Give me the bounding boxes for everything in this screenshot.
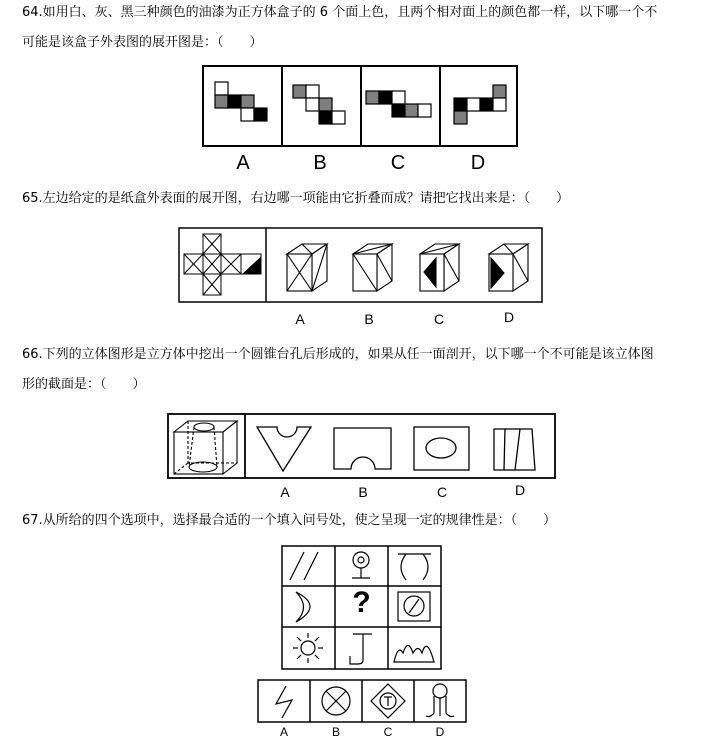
jellyfish-icon — [426, 684, 454, 717]
q65-option-c[interactable]: C — [433, 311, 445, 327]
q65-cube-c — [420, 244, 459, 291]
q64-net-a — [215, 82, 267, 121]
q67-option-b[interactable]: B — [331, 725, 340, 739]
q66-option-b[interactable]: B — [358, 484, 368, 500]
double-slash-icon — [290, 552, 318, 580]
q66-figure — [0, 408, 723, 488]
q66-section-d — [494, 429, 535, 470]
q64-line-1: 64.如用白、灰、黑三种颜色的油漆为正方体盒子的 6 个面上色，且两个相对面上的颜色都一样，以下哪一个不 — [22, 5, 658, 20]
flower-stem-icon — [352, 552, 370, 578]
q65-option-d[interactable]: D — [503, 309, 515, 325]
q65-option-a[interactable]: A — [295, 311, 305, 327]
q64-option-c[interactable]: C — [390, 152, 406, 174]
q66-text — [22, 347, 654, 393]
q66-cube — [174, 421, 237, 474]
q66-option-d[interactable]: D — [514, 482, 526, 498]
q67-text — [22, 513, 556, 529]
q66-frame — [168, 414, 555, 478]
q65-option-b[interactable]: B — [364, 311, 374, 327]
q65-text — [22, 191, 569, 207]
hook-j-icon — [350, 634, 372, 664]
q66-line-1: 66.下列的立体图形是立方体中挖出一个圆锥台孔后形成的，如果从任一面剖开，以下哪一个不可能是该立体图 — [22, 347, 654, 362]
circled-slash-icon — [398, 592, 430, 621]
crescent-moon-icon — [296, 592, 310, 622]
q64-option-d[interactable]: D — [470, 152, 486, 174]
q67-options — [0, 676, 723, 736]
q66-option-a[interactable]: A — [280, 484, 290, 500]
q65-figure — [0, 220, 723, 310]
facing-arcs-icon — [398, 554, 431, 580]
lightning-icon — [276, 686, 292, 718]
circled-x-icon — [322, 687, 350, 715]
q64-net-b — [293, 85, 345, 124]
q67-option-c[interactable]: C — [383, 725, 393, 739]
q64-text — [22, 5, 657, 51]
q65-cube-b — [353, 244, 392, 291]
q67-option-d[interactable]: D — [435, 725, 445, 739]
q67-option-a[interactable]: A — [279, 725, 288, 739]
sun-icon — [293, 633, 323, 663]
q66-section-b — [334, 428, 391, 469]
q66-option-c[interactable]: C — [436, 484, 448, 500]
diamond-t-icon — [371, 684, 405, 718]
q64-option-b[interactable]: B — [313, 152, 327, 174]
q66-section-c — [414, 427, 469, 470]
q65-cube-a — [287, 244, 327, 291]
q65-net — [184, 234, 261, 295]
q64-net-c — [366, 91, 431, 117]
q64-figure — [0, 60, 723, 190]
q66-line-2: 形的截面是：（ ） — [22, 377, 146, 392]
question-mark: ? — [352, 586, 371, 619]
q67-line-1: 67.从所给的四个选项中，选择最合适的一个填入问号处，使之呈现一定的规律性是：（ ） — [22, 513, 557, 528]
q66-section-a — [257, 427, 311, 471]
wavy-peaks-icon — [394, 646, 434, 663]
q65-line-1: 65.左边给定的是纸盒外表面的展开图，右边哪一项能由它折叠而成？请把它找出来是：（ ） — [22, 191, 570, 206]
q65-cube-d — [489, 244, 528, 291]
q64-net-d — [454, 85, 506, 124]
q64-option-a[interactable]: A — [236, 152, 250, 174]
q64-line-2: 可能是该盒子外表图的展开图是：（ ） — [22, 35, 263, 50]
